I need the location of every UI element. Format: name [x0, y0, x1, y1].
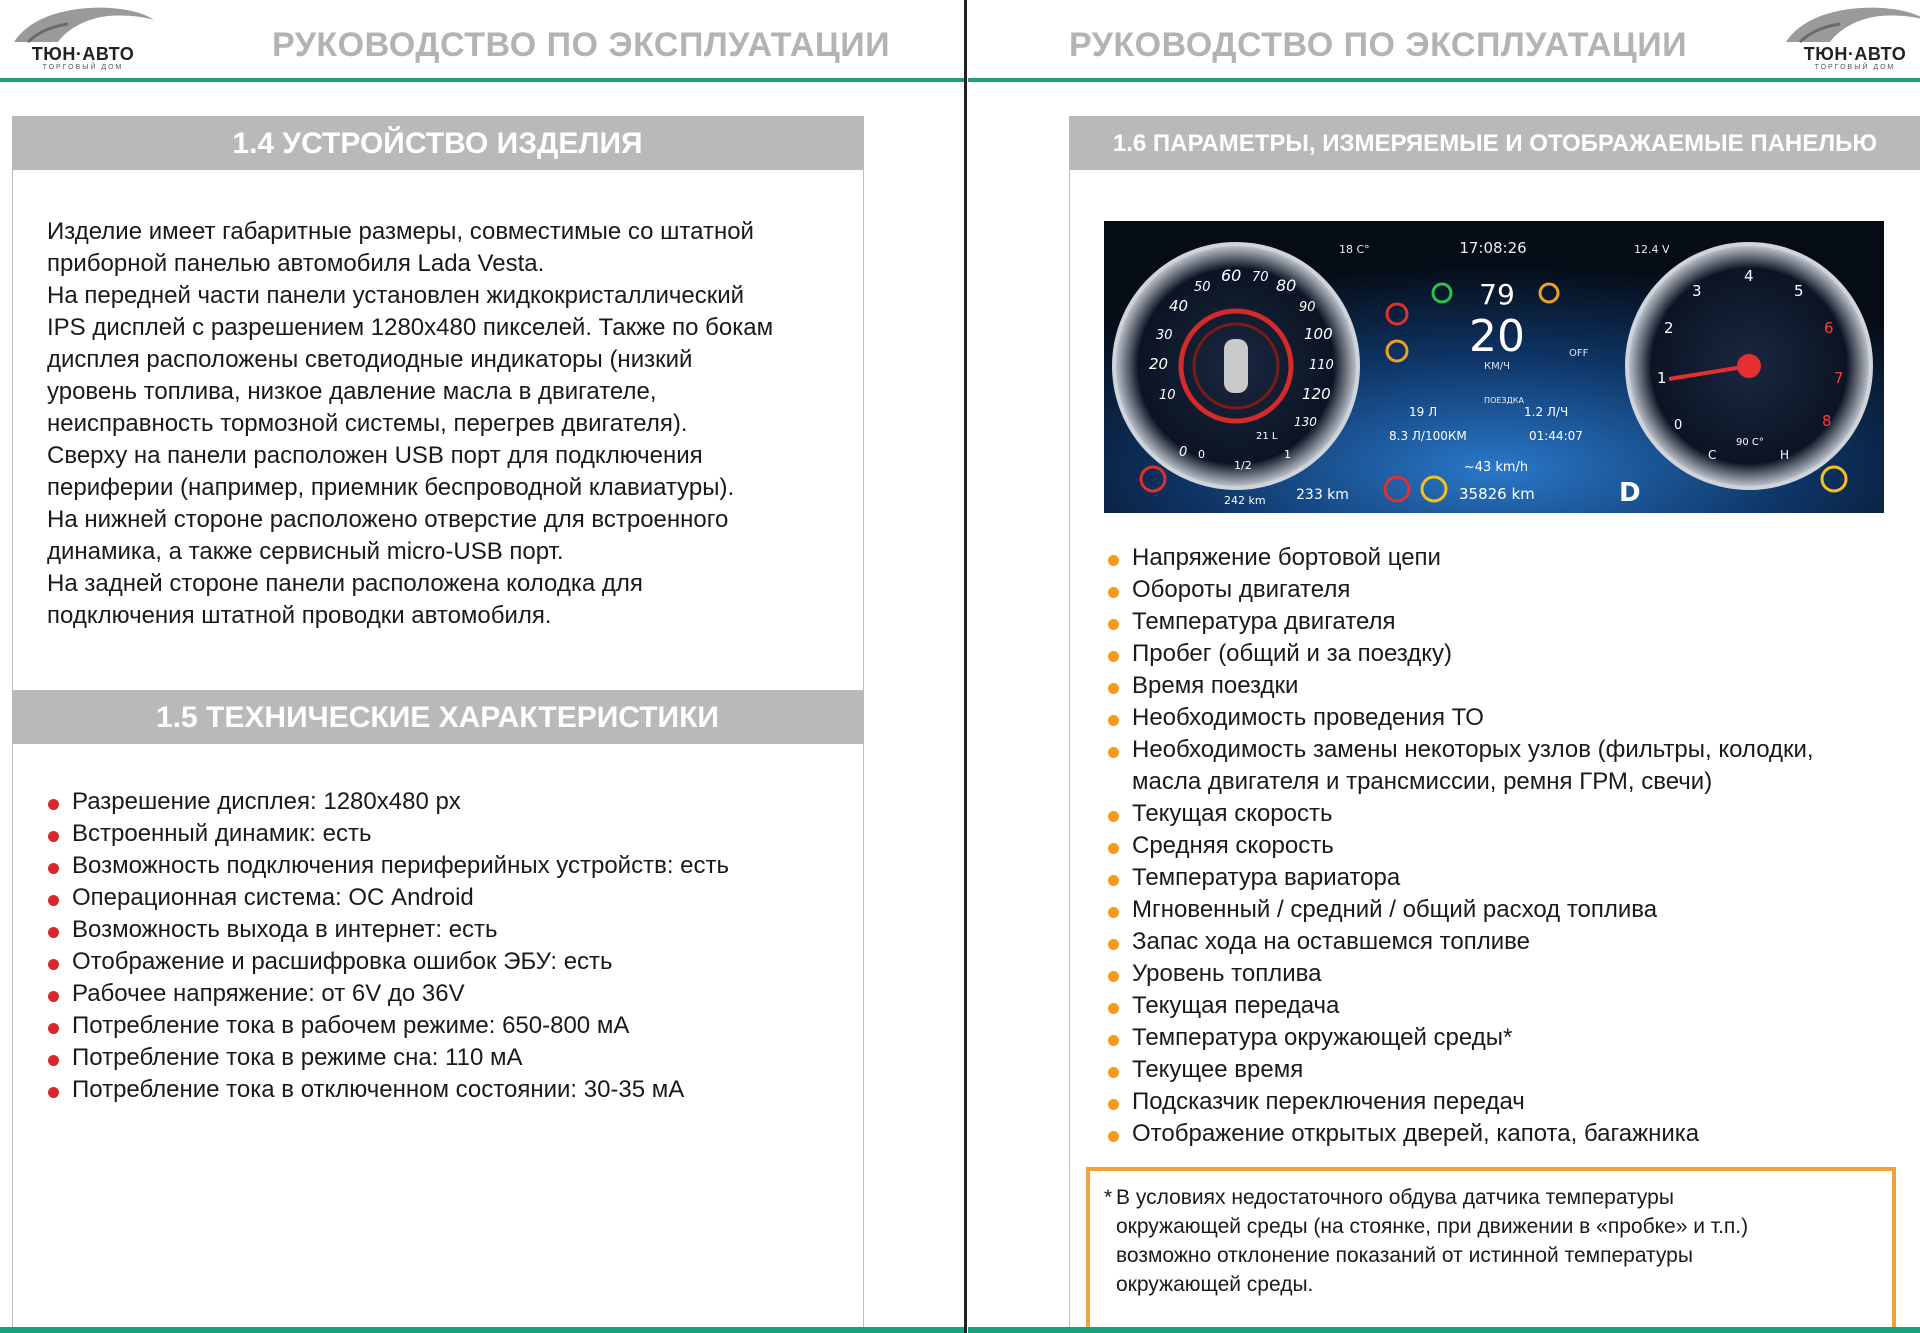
speed-tick-label: 20 [1149, 355, 1169, 373]
section-1-4-body [47, 216, 847, 632]
speed-tick-label: 120 [1302, 385, 1331, 403]
outside-temp-text: 18 C° [1339, 243, 1370, 256]
bullet-dot-icon [1108, 1035, 1119, 1046]
brand-logo [8, 2, 158, 74]
text-line: периферии (например, приемник беспроводной клавиатуры). [47, 474, 735, 501]
text-line: окружающей среды. [1116, 1273, 1314, 1296]
bullet-dot-icon [48, 799, 59, 810]
list-item: Возможность выхода в интернет: есть [46, 914, 846, 946]
left-page-header [0, 0, 964, 82]
list-item: Подсказчик переключения передач [1106, 1086, 1906, 1118]
text-line: На передней части панели установлен жидкокристаллический [47, 282, 745, 309]
bullet-dot-icon [1108, 715, 1119, 726]
bullet-dot-icon [1108, 939, 1119, 950]
list-item: Пробег (общий и за поездку) [1106, 638, 1906, 670]
fuel-tick-label: 1 [1284, 448, 1291, 461]
section-1-4-header: 1.4 УСТРОЙСТВО ИЗДЕЛИЯ [12, 116, 863, 170]
bullet-dot-icon [1108, 875, 1119, 886]
bullet-dot-icon [1108, 619, 1119, 630]
text-line: неисправность тормозной системы, перегрев двигателя). [47, 410, 688, 437]
list-item: Разрешение дисплея: 1280x480 px [46, 786, 846, 818]
page-divider [964, 0, 967, 1333]
text-line: IPS дисплей с разрешением 1280x480 пикселей. Также по бокам [47, 314, 774, 341]
temp-tick-label: C [1708, 448, 1717, 462]
cvt-speed-text: ~43 km/h [1463, 460, 1529, 475]
speed-tick-label: 30 [1156, 328, 1173, 343]
text-line: Изделие имеет габаритные размеры, совместимые со штатной [47, 218, 754, 245]
list-item: Запас хода на оставшемся топливе [1106, 926, 1906, 958]
speed-tick-label: 130 [1294, 415, 1317, 429]
bullet-dot-icon [48, 863, 59, 874]
bullet-dot-icon [48, 831, 59, 842]
bullet-dot-icon [1108, 587, 1119, 598]
list-item: Необходимость замены некоторых узлов (фильтры, колодки, масла двигателя и трансмиссии, ремня ГРМ, свечи) [1106, 734, 1906, 798]
dashboard-image [1104, 221, 1884, 513]
bullet-dot-icon [48, 1023, 59, 1034]
text-line: На нижней стороне расположено отверстие для встроенного [47, 506, 729, 533]
rpm-tick-label: 7 [1834, 369, 1844, 387]
speed-tick-label: 80 [1276, 276, 1297, 295]
list-item: Потребление тока в рабочем режиме: 650-800 мА [46, 1010, 846, 1042]
bottom-rule [0, 1327, 964, 1333]
bullet-dot-icon [48, 927, 59, 938]
bottom-rule [968, 1327, 1920, 1333]
text-line: приборной панелью автомобиля Lada Vesta. [47, 250, 545, 277]
trip-label-text: ПОЕЗДКА [1484, 396, 1524, 405]
rpm-tick-label: 2 [1664, 319, 1674, 337]
spec-list [46, 786, 846, 1106]
temp-tick-label: H [1780, 448, 1790, 462]
gear-text: D [1619, 478, 1641, 508]
bullet-dot-icon [48, 991, 59, 1002]
fuel-level-text: 1/2 [1234, 459, 1252, 472]
text-line: окружающей среды (на стоянке, при движении в «пробке» и т.п.) [1116, 1215, 1749, 1238]
text-line: На задней стороне панели расположена колодка для [47, 570, 643, 597]
right-page [968, 0, 1920, 1333]
rpm-tick-label: 6 [1824, 319, 1834, 337]
footnote-box [1086, 1167, 1896, 1327]
bullet-dot-icon [1108, 1003, 1119, 1014]
section-1-5-header: 1.5 ТЕХНИЧЕСКИЕ ХАРАКТЕРИСТИКИ [12, 690, 863, 744]
avg-consumption-text: 8.3 Л/100КМ [1389, 429, 1467, 443]
speed-tick-label: 40 [1169, 297, 1189, 315]
list-item: Текущая скорость [1106, 798, 1906, 830]
speed-tick-label: 90 [1299, 300, 1316, 315]
bullet-dot-icon [1108, 555, 1119, 566]
list-item: Уровень топлива [1106, 958, 1906, 990]
list-item: Время поездки [1106, 670, 1906, 702]
brand-logo [1780, 2, 1920, 74]
fuel-tick-label: 0 [1198, 448, 1205, 461]
list-item: Средняя скорость [1106, 830, 1906, 862]
footnote-text [1116, 1183, 1878, 1299]
speed-unit-text: КМ/Ч [1484, 361, 1510, 372]
parameter-list [1106, 542, 1906, 1150]
brand-name: ТЮН·АВТО [31, 44, 135, 64]
list-item: Операционная система: ОС Android [46, 882, 846, 914]
speed-tick-label: 70 [1252, 270, 1269, 285]
bullet-dot-icon [1108, 907, 1119, 918]
trip-time-text: 01:44:07 [1529, 429, 1583, 443]
speed-text: 20 [1469, 311, 1525, 362]
text-line: Сверху на панели расположен USB порт для подключения [47, 442, 703, 469]
list-item: Температура окружающей среды* [1106, 1022, 1906, 1054]
speed-tick-label: 0 [1179, 445, 1188, 460]
odometer-text: 35826 km [1459, 485, 1535, 503]
rpm-tick-label: 8 [1822, 412, 1832, 430]
list-item: Необходимость проведения ТО [1106, 702, 1906, 734]
list-item: Температура двигателя [1106, 606, 1906, 638]
list-item: Потребление тока в отключенном состоянии: 30-35 мА [46, 1074, 846, 1106]
range-text: 242 km [1224, 494, 1266, 507]
list-item: Текущее время [1106, 1054, 1906, 1086]
trip-fuel-text: 19 Л [1409, 405, 1438, 419]
off-label-text: OFF [1569, 348, 1589, 359]
bullet-dot-icon [48, 1055, 59, 1066]
fuel-liters-text: 21 L [1256, 431, 1278, 442]
bullet-dot-icon [48, 895, 59, 906]
list-item: Возможность подключения периферийных устройств: есть [46, 850, 846, 882]
bullet-dot-icon [48, 959, 59, 970]
list-item: Отображение открытых дверей, капота, багажника [1106, 1118, 1906, 1150]
bullet-dot-icon [1108, 1131, 1119, 1142]
text-line: возможно отклонение показаний от истинной температуры [1116, 1244, 1693, 1267]
rpm-tick-label: 0 [1674, 418, 1683, 433]
bullet-dot-icon [1108, 811, 1119, 822]
list-item: Рабочее напряжение: от 6V до 36V [46, 978, 846, 1010]
trip-distance-text: 233 km [1296, 487, 1349, 503]
list-item: Текущая передача [1106, 990, 1906, 1022]
bullet-dot-icon [1108, 1099, 1119, 1110]
bullet-dot-icon [48, 1087, 59, 1098]
rpm-tick-label: 4 [1744, 267, 1754, 285]
engine-temp-text: 90 C° [1736, 437, 1764, 448]
text-line: уровень топлива, низкое давление масла в двигателе, [47, 378, 657, 405]
rpm-tick-label: 5 [1794, 282, 1804, 300]
bullet-dot-icon [1108, 683, 1119, 694]
brand-name: ТЮН·АВТО [1803, 44, 1907, 64]
avg-speed-text: 79 [1479, 278, 1515, 311]
car-silhouette-icon [8, 2, 158, 48]
list-item: Встроенный динамик: есть [46, 818, 846, 850]
right-page-header [968, 0, 1920, 82]
bullet-dot-icon [1108, 843, 1119, 854]
text-line: дисплея расположены светодиодные индикаторы (низкий [47, 346, 693, 373]
brand-tagline: ТОРГОВЫЙ ДОМ [42, 64, 124, 71]
bullet-dot-icon [1108, 651, 1119, 662]
speed-tick-label: 50 [1194, 280, 1211, 295]
bullet-dot-icon [1108, 747, 1119, 758]
list-item: Потребление тока в режиме сна: 110 мА [46, 1042, 846, 1074]
list-item: Напряжение бортовой цепи [1106, 542, 1906, 574]
speed-tick-label: 10 [1159, 388, 1176, 403]
speed-tick-label: 60 [1221, 266, 1242, 285]
voltage-text: 12.4 V [1634, 243, 1670, 256]
text-line: подключения штатной проводки автомобиля. [47, 602, 552, 629]
car-silhouette-icon [1780, 2, 1920, 48]
clock-text: 17:08:26 [1459, 239, 1527, 257]
rpm-tick-label: 1 [1657, 369, 1667, 387]
text-line: В условиях недостаточного обдува датчика температуры [1116, 1186, 1674, 1209]
brand-tagline: ТОРГОВЫЙ ДОМ [1814, 64, 1896, 71]
footnote-star: * [1104, 1186, 1113, 1209]
fuel-rate-text: 1.2 Л/Ч [1524, 405, 1569, 419]
list-item: Обороты двигателя [1106, 574, 1906, 606]
text-line: динамика, а также сервисный micro-USB порт. [47, 538, 564, 565]
section-1-6-header: 1.6 ПАРАМЕТРЫ, ИЗМЕРЯЕМЫЕ И ОТОБРАЖАЕМЫЕ ПАНЕЛЬЮ [1069, 116, 1920, 170]
page-title: РУКОВОДСТВО ПО ЭКСПЛУАТАЦИИ [1069, 26, 1688, 64]
speed-tick-label: 110 [1309, 358, 1334, 373]
list-item: Отображение и расшифровка ошибок ЭБУ: есть [46, 946, 846, 978]
rpm-tick-label: 3 [1692, 282, 1702, 300]
speed-tick-label: 100 [1304, 325, 1333, 343]
bullet-dot-icon [1108, 1067, 1119, 1078]
list-item: Температура вариатора [1106, 862, 1906, 894]
bullet-dot-icon [1108, 971, 1119, 982]
page-title: РУКОВОДСТВО ПО ЭКСПЛУАТАЦИИ [272, 26, 891, 64]
list-item: Мгновенный / средний / общий расход топлива [1106, 894, 1906, 926]
